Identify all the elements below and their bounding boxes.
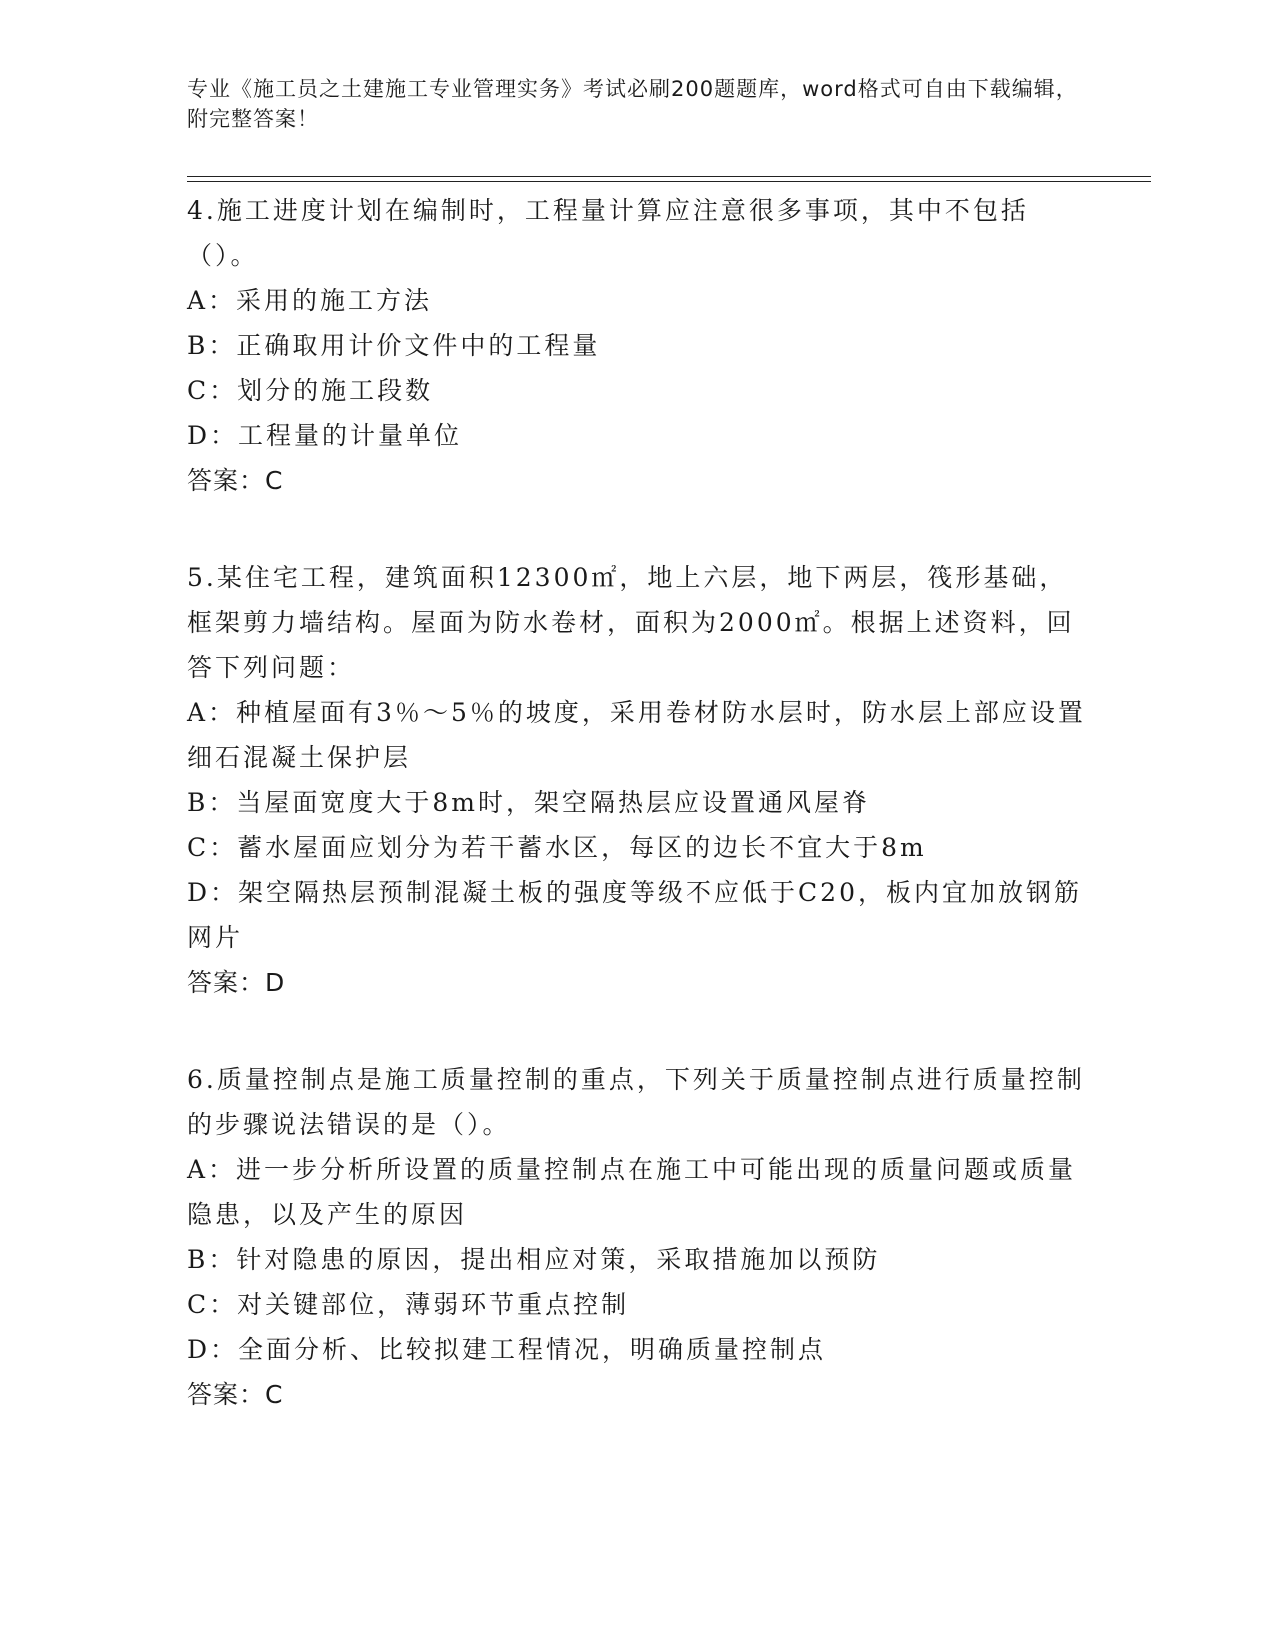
answer-label: 答案：D xyxy=(187,968,286,997)
question-list xyxy=(187,188,1087,1469)
question-stem: 4.施工进度计划在编制时，工程量计算应注意很多事项，其中不包括（）。 xyxy=(187,196,1029,270)
option-a: A：种植屋面有3％～5％的坡度，采用卷材防水层时，防水层上部应设置细石混凝土保护层 xyxy=(187,698,1086,772)
option-c: C：划分的施工段数 xyxy=(187,376,434,405)
document-header: 专业《施工员之土建施工专业管理实务》考试必刷200题题库，word格式可自由下载编辑，附完整答案！ xyxy=(187,77,1078,131)
option-d: D：架空隔热层预制混凝土板的强度等级不应低于C20，板内宜加放钢筋网片 xyxy=(187,878,1082,952)
question-stem: 6.质量控制点是施工质量控制的重点，下列关于质量控制点进行质量控制的步骤说法错误的是（）。 xyxy=(187,1065,1085,1139)
option-d: D：工程量的计量单位 xyxy=(187,421,463,450)
option-c: C：蓄水屋面应划分为若干蓄水区，每区的边长不宜大于8m xyxy=(187,833,927,862)
option-a: A：进一步分析所设置的质量控制点在施工中可能出现的质量问题或质量隐患，以及产生的原因 xyxy=(187,1155,1077,1229)
option-b: B：针对隐患的原因，提出相应对策，采取措施加以预防 xyxy=(187,1245,881,1274)
option-b: B：正确取用计价文件中的工程量 xyxy=(187,331,601,360)
header-divider-bottom xyxy=(187,181,1151,182)
question-4 xyxy=(187,188,1087,503)
question-stem: 5.某住宅工程，建筑面积12300㎡，地上六层，地下两层，筏形基础，框架剪力墙结构。屋面为防水卷材，面积为2000㎡。根据上述资料，回答下列问题： xyxy=(187,563,1075,682)
option-a: A：采用的施工方法 xyxy=(187,286,433,315)
option-d: D：全面分析、比较拟建工程情况，明确质量控制点 xyxy=(187,1335,827,1364)
answer-label: 答案：C xyxy=(187,1380,284,1409)
question-6 xyxy=(187,1057,1087,1417)
option-b: B：当屋面宽度大于8m时，架空隔热层应设置通风屋脊 xyxy=(187,788,870,817)
answer-label: 答案：C xyxy=(187,466,284,495)
question-5 xyxy=(187,555,1087,1005)
header-divider-top xyxy=(187,176,1151,177)
option-c: C：对关键部位，薄弱环节重点控制 xyxy=(187,1290,630,1319)
